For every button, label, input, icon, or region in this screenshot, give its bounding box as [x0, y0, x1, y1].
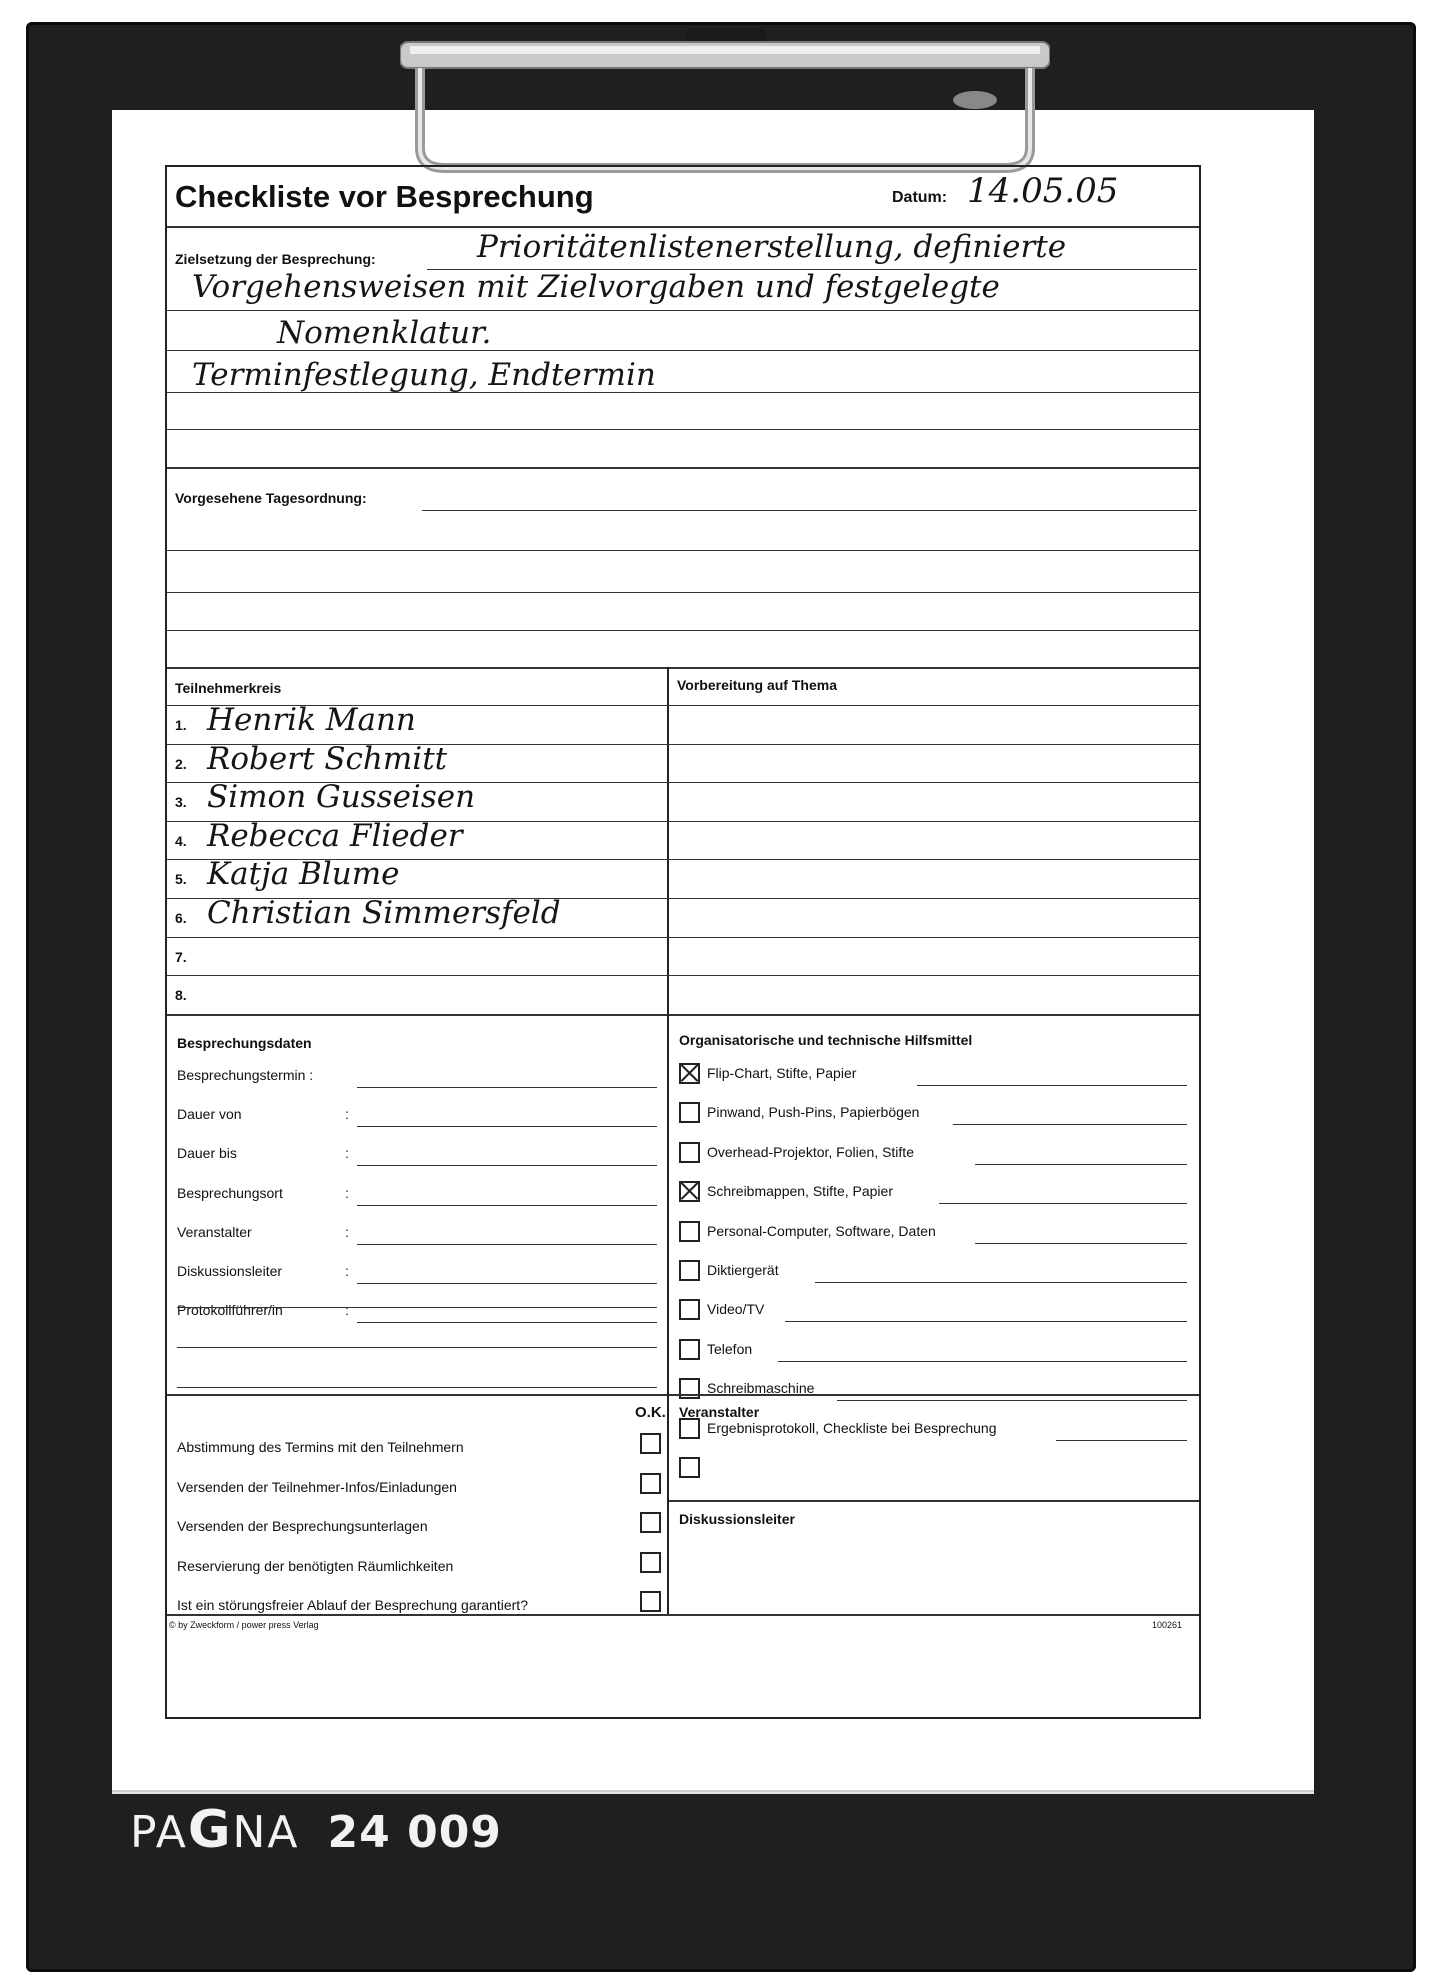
aid-label: Diktiergerät	[707, 1262, 779, 1278]
participant-name: Henrik Mann	[207, 702, 416, 738]
objective-line-4: Terminfestlegung, Endtermin	[192, 357, 656, 393]
meeting-field-colon: :	[345, 1106, 349, 1123]
meeting-field-colon: :	[345, 1145, 349, 1162]
aid-checkbox[interactable]	[679, 1142, 700, 1163]
meeting-field-label: Veranstalter	[177, 1223, 252, 1240]
preparation-label: Vorbereitung auf Thema	[677, 677, 837, 693]
checklist-ok-checkbox[interactable]	[640, 1473, 661, 1494]
meeting-field-label: Dauer bis	[177, 1145, 237, 1162]
aid-label: Telefon	[707, 1340, 753, 1357]
aid-checkbox[interactable]	[679, 1378, 700, 1399]
participant-name: Robert Schmitt	[207, 740, 448, 777]
aid-checkbox[interactable]	[679, 1181, 700, 1202]
date-value: 14.05.05	[967, 171, 1119, 211]
meeting-field-label: Diskussionsleiter	[177, 1263, 283, 1279]
aid-label: Flip-Chart, Stifte, Papier	[707, 1065, 857, 1081]
participant-name: Christian Simmersfeld	[207, 895, 561, 931]
meeting-field-label: Besprechungsort	[177, 1184, 283, 1201]
aids-label: Organisatorische und technische Hilfsmittel	[679, 1032, 973, 1048]
agenda-label: Vorgesehene Tagesordnung:	[175, 490, 367, 506]
meeting-field-label: Dauer von	[177, 1106, 242, 1123]
participant-number: 5.	[175, 871, 187, 888]
aid-checkbox[interactable]	[679, 1221, 700, 1242]
ok-label: O.K.	[635, 1404, 666, 1421]
aid-label: Schreibmappen, Stifte, Papier	[707, 1183, 893, 1200]
aid-label: Overhead-Projektor, Folien, Stifte	[707, 1143, 914, 1160]
form-title: Checkliste vor Besprechung	[175, 179, 594, 214]
aid-checkbox[interactable]	[679, 1299, 700, 1320]
checklist-item-label: Ist ein störungsfreier Ablauf der Besprechung garantiert?	[177, 1597, 528, 1613]
aid-label: Ergebnisprotokoll, Checkliste bei Besprechung	[707, 1419, 997, 1436]
meeting-field-colon: :	[345, 1302, 349, 1319]
participant-number: 8.	[175, 987, 187, 1004]
date-label: Datum:	[892, 189, 948, 206]
checklist-ok-checkbox[interactable]	[640, 1552, 661, 1573]
objective-line-1: Prioritätenlistenerstellung, definierte	[477, 229, 1067, 265]
checklist-form	[165, 165, 1201, 1719]
form-number: 100261	[1152, 1620, 1183, 1630]
aid-checkbox[interactable]	[679, 1063, 700, 1084]
meeting-field-input[interactable]	[357, 1165, 657, 1166]
meeting-field-colon: :	[345, 1184, 349, 1201]
meeting-field-label: Besprechungstermin :	[177, 1067, 314, 1083]
meeting-field-colon: :	[345, 1223, 349, 1240]
meeting-field-label: Protokollführer/in	[177, 1302, 283, 1319]
aid-checkbox[interactable]	[679, 1418, 700, 1439]
aid-label: Pinwand, Push-Pins, Papierbögen	[707, 1104, 920, 1121]
aid-label: Schreibmaschine	[707, 1380, 815, 1397]
objective-line-2: Vorgehensweisen mit Zielvorgaben und festgelegte	[192, 269, 1000, 305]
participant-number: 1.	[175, 717, 187, 733]
checklist-ok-checkbox[interactable]	[640, 1591, 661, 1612]
copyright: © by Zweckform / power press Verlag	[169, 1620, 319, 1630]
objective-line-3: Nomenklatur.	[277, 315, 492, 351]
participant-number: 3.	[175, 794, 187, 811]
organizer-label: Veranstalter	[679, 1404, 760, 1420]
meeting-field-input[interactable]	[357, 1126, 657, 1127]
meeting-data-label: Besprechungsdaten	[177, 1035, 312, 1051]
participant-number: 7.	[175, 948, 187, 965]
participant-number: 4.	[175, 832, 187, 849]
model-number: 24 009	[327, 1807, 502, 1858]
participants-label: Teilnehmerkreis	[175, 680, 282, 696]
participant-number: 2.	[175, 755, 187, 772]
moderator-label: Diskussionsleiter	[679, 1511, 795, 1527]
aid-label: Personal-Computer, Software, Daten	[707, 1222, 936, 1239]
checklist-item-label: Reservierung der benötigten Räumlichkeiten	[177, 1557, 454, 1574]
aid-checkbox[interactable]	[679, 1260, 700, 1281]
meeting-field-input[interactable]	[357, 1087, 657, 1088]
checklist-ok-checkbox[interactable]	[640, 1512, 661, 1533]
aid-checkbox[interactable]	[679, 1457, 700, 1478]
meeting-field-input[interactable]	[357, 1244, 657, 1245]
checklist-item-label: Versenden der Besprechungsunterlagen	[177, 1518, 428, 1534]
participant-number: 6.	[175, 910, 187, 926]
checklist-item-label: Abstimmung des Termins mit den Teilnehmern	[177, 1439, 464, 1455]
checklist-item-label: Versenden der Teilnehmer-Infos/Einladungen	[177, 1478, 457, 1495]
objective-label: Zielsetzung der Besprechung:	[175, 251, 376, 267]
aid-checkbox[interactable]	[679, 1102, 700, 1123]
participant-name: Simon Gusseisen	[207, 779, 476, 816]
checklist-ok-checkbox[interactable]	[640, 1433, 661, 1454]
meeting-field-input[interactable]	[357, 1322, 657, 1323]
aid-checkbox[interactable]	[679, 1339, 700, 1360]
meeting-field-colon: :	[345, 1263, 349, 1279]
brand-logo: PAGNA 24 009	[130, 1800, 502, 1860]
participant-name: Rebecca Flieder	[207, 817, 463, 854]
aid-label: Video/TV	[707, 1301, 765, 1318]
meeting-field-input[interactable]	[357, 1205, 657, 1206]
participant-name: Katja Blume	[207, 856, 400, 893]
meeting-field-input[interactable]	[357, 1283, 657, 1284]
clip-icon	[400, 28, 1050, 178]
